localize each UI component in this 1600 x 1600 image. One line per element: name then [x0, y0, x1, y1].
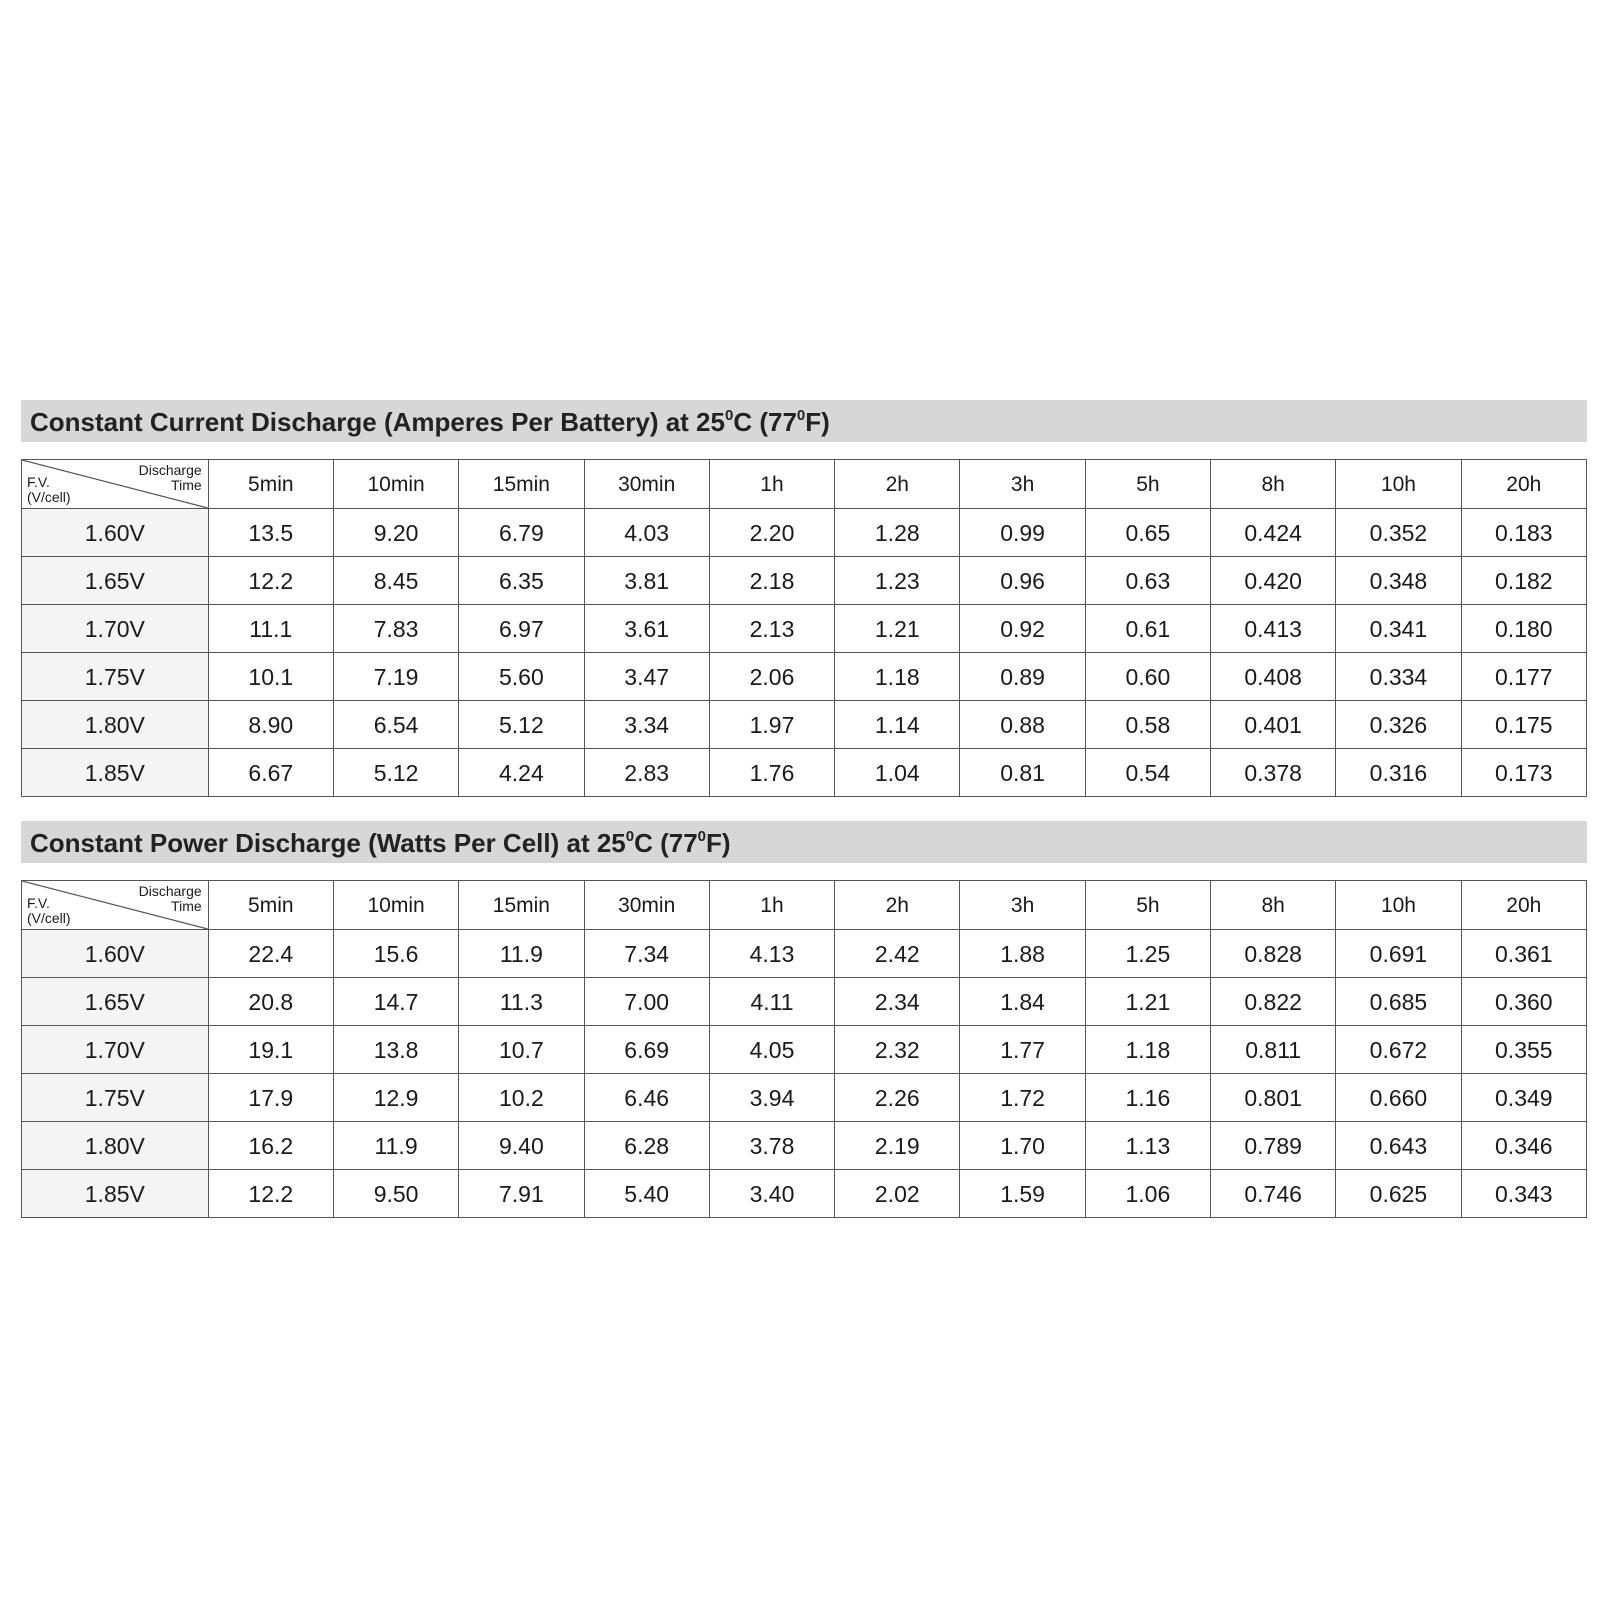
- final-voltage-cell: 1.80V: [22, 701, 209, 749]
- value-cell: 0.182: [1461, 557, 1586, 605]
- value-cell: 2.34: [835, 978, 960, 1026]
- value-cell: 2.32: [835, 1026, 960, 1074]
- value-cell: 0.180: [1461, 605, 1586, 653]
- corner-bottom-line1: F.V.: [27, 895, 50, 911]
- value-cell: 19.1: [208, 1026, 333, 1074]
- column-header: 15min: [459, 881, 584, 930]
- value-cell: 11.3: [459, 978, 584, 1026]
- value-cell: 11.9: [459, 930, 584, 978]
- value-cell: 4.03: [584, 509, 709, 557]
- value-cell: 0.420: [1211, 557, 1336, 605]
- value-cell: 5.60: [459, 653, 584, 701]
- value-cell: 6.67: [208, 749, 333, 797]
- value-cell: 9.40: [459, 1122, 584, 1170]
- value-cell: 14.7: [333, 978, 458, 1026]
- final-voltage-cell: 1.75V: [22, 1074, 209, 1122]
- table-title: [21, 400, 1587, 442]
- value-cell: 11.1: [208, 605, 333, 653]
- column-header: 2h: [835, 460, 960, 509]
- value-cell: 5.40: [584, 1170, 709, 1218]
- value-cell: 6.54: [333, 701, 458, 749]
- value-cell: 0.408: [1211, 653, 1336, 701]
- value-cell: 0.811: [1211, 1026, 1336, 1074]
- value-cell: 3.78: [709, 1122, 834, 1170]
- column-header: 1h: [709, 460, 834, 509]
- value-cell: 0.361: [1461, 930, 1586, 978]
- value-cell: 15.6: [333, 930, 458, 978]
- value-cell: 1.97: [709, 701, 834, 749]
- value-cell: 0.326: [1336, 701, 1461, 749]
- value-cell: 0.177: [1461, 653, 1586, 701]
- value-cell: 0.341: [1336, 605, 1461, 653]
- table-row: [22, 1074, 1587, 1122]
- value-cell: 1.84: [960, 978, 1085, 1026]
- corner-bottom-line2: (V/cell): [27, 489, 71, 505]
- corner-header-cell: [22, 460, 209, 509]
- corner-top-line2: Time: [171, 477, 202, 493]
- final-voltage-cell: 1.60V: [22, 930, 209, 978]
- value-cell: 2.42: [835, 930, 960, 978]
- value-cell: 3.34: [584, 701, 709, 749]
- value-cell: 0.348: [1336, 557, 1461, 605]
- value-cell: 6.97: [459, 605, 584, 653]
- table-row: [22, 605, 1587, 653]
- corner-top-line1: Discharge: [138, 883, 202, 899]
- value-cell: 2.18: [709, 557, 834, 605]
- value-cell: 0.92: [960, 605, 1085, 653]
- title-text: Constant Power Discharge (Watts Per Cell) at 25: [30, 828, 626, 858]
- value-cell: 0.643: [1336, 1122, 1461, 1170]
- value-cell: 0.822: [1211, 978, 1336, 1026]
- value-cell: 0.316: [1336, 749, 1461, 797]
- value-cell: 9.20: [333, 509, 458, 557]
- value-cell: 6.69: [584, 1026, 709, 1074]
- final-voltage-cell: 1.65V: [22, 978, 209, 1026]
- final-voltage-cell: 1.85V: [22, 1170, 209, 1218]
- value-cell: 0.360: [1461, 978, 1586, 1026]
- value-cell: 0.61: [1085, 605, 1210, 653]
- discharge-time-label: [139, 463, 202, 493]
- final-voltage-cell: 1.70V: [22, 1026, 209, 1074]
- column-header: 10min: [333, 460, 458, 509]
- value-cell: 8.45: [333, 557, 458, 605]
- value-cell: 3.61: [584, 605, 709, 653]
- value-cell: 5.12: [459, 701, 584, 749]
- current-discharge-section: [21, 400, 1587, 797]
- value-cell: 0.685: [1336, 978, 1461, 1026]
- value-cell: 7.19: [333, 653, 458, 701]
- value-cell: 0.625: [1336, 1170, 1461, 1218]
- value-cell: 0.789: [1211, 1122, 1336, 1170]
- value-cell: 6.35: [459, 557, 584, 605]
- corner-bottom-line2: (V/cell): [27, 910, 71, 926]
- value-cell: 3.47: [584, 653, 709, 701]
- corner-header-cell: [22, 881, 209, 930]
- title-degree-superscript: 0: [796, 407, 806, 424]
- value-cell: 20.8: [208, 978, 333, 1026]
- value-cell: 2.06: [709, 653, 834, 701]
- title-text-mid: C (77: [634, 828, 698, 858]
- table-row: [22, 1170, 1587, 1218]
- value-cell: 0.801: [1211, 1074, 1336, 1122]
- value-cell: 0.346: [1461, 1122, 1586, 1170]
- value-cell: 0.60: [1085, 653, 1210, 701]
- value-cell: 0.65: [1085, 509, 1210, 557]
- value-cell: 4.13: [709, 930, 834, 978]
- value-cell: 2.02: [835, 1170, 960, 1218]
- value-cell: 0.334: [1336, 653, 1461, 701]
- value-cell: 0.89: [960, 653, 1085, 701]
- value-cell: 12.2: [208, 1170, 333, 1218]
- table-row: [22, 653, 1587, 701]
- value-cell: 0.88: [960, 701, 1085, 749]
- value-cell: 1.04: [835, 749, 960, 797]
- value-cell: 9.50: [333, 1170, 458, 1218]
- value-cell: 7.91: [459, 1170, 584, 1218]
- value-cell: 0.672: [1336, 1026, 1461, 1074]
- value-cell: 6.79: [459, 509, 584, 557]
- column-header: 8h: [1211, 881, 1336, 930]
- value-cell: 0.660: [1336, 1074, 1461, 1122]
- column-header: 5min: [208, 460, 333, 509]
- value-cell: 2.26: [835, 1074, 960, 1122]
- title-text-mid: C (77: [733, 407, 797, 437]
- value-cell: 1.59: [960, 1170, 1085, 1218]
- value-cell: 1.21: [1085, 978, 1210, 1026]
- corner-bottom-line1: F.V.: [27, 474, 50, 490]
- discharge-time-label: [139, 884, 202, 914]
- final-voltage-cell: 1.65V: [22, 557, 209, 605]
- value-cell: 0.99: [960, 509, 1085, 557]
- value-cell: 12.9: [333, 1074, 458, 1122]
- value-cell: 10.7: [459, 1026, 584, 1074]
- value-cell: 2.83: [584, 749, 709, 797]
- value-cell: 0.54: [1085, 749, 1210, 797]
- corner-top-line1: Discharge: [138, 462, 202, 478]
- value-cell: 0.355: [1461, 1026, 1586, 1074]
- value-cell: 0.58: [1085, 701, 1210, 749]
- value-cell: 11.9: [333, 1122, 458, 1170]
- value-cell: 1.18: [1085, 1026, 1210, 1074]
- value-cell: 0.63: [1085, 557, 1210, 605]
- title-degree-superscript: 0: [625, 828, 635, 845]
- value-cell: 1.28: [835, 509, 960, 557]
- value-cell: 7.34: [584, 930, 709, 978]
- value-cell: 3.94: [709, 1074, 834, 1122]
- value-cell: 10.1: [208, 653, 333, 701]
- value-cell: 0.828: [1211, 930, 1336, 978]
- value-cell: 0.413: [1211, 605, 1336, 653]
- value-cell: 7.83: [333, 605, 458, 653]
- value-cell: 3.81: [584, 557, 709, 605]
- value-cell: 13.5: [208, 509, 333, 557]
- value-cell: 4.24: [459, 749, 584, 797]
- value-cell: 0.183: [1461, 509, 1586, 557]
- value-cell: 0.81: [960, 749, 1085, 797]
- value-cell: 0.691: [1336, 930, 1461, 978]
- final-voltage-label: [27, 896, 71, 926]
- title-text-end: F): [706, 828, 731, 858]
- value-cell: 10.2: [459, 1074, 584, 1122]
- final-voltage-cell: 1.70V: [22, 605, 209, 653]
- discharge-table: [21, 459, 1587, 797]
- value-cell: 1.72: [960, 1074, 1085, 1122]
- title-degree-superscript: 0: [697, 828, 707, 845]
- value-cell: 4.11: [709, 978, 834, 1026]
- title-text-end: F): [805, 407, 830, 437]
- value-cell: 1.76: [709, 749, 834, 797]
- header-row: [22, 460, 1587, 509]
- value-cell: 0.175: [1461, 701, 1586, 749]
- column-header: 5h: [1085, 460, 1210, 509]
- value-cell: 1.88: [960, 930, 1085, 978]
- header-row: [22, 881, 1587, 930]
- title-text: Constant Current Discharge (Amperes Per Battery) at 25: [30, 407, 725, 437]
- value-cell: 8.90: [208, 701, 333, 749]
- value-cell: 4.05: [709, 1026, 834, 1074]
- value-cell: 1.70: [960, 1122, 1085, 1170]
- discharge-table: [21, 880, 1587, 1218]
- value-cell: 1.25: [1085, 930, 1210, 978]
- value-cell: 3.40: [709, 1170, 834, 1218]
- table-row: [22, 557, 1587, 605]
- value-cell: 1.13: [1085, 1122, 1210, 1170]
- corner-top-line2: Time: [171, 898, 202, 914]
- value-cell: 2.19: [835, 1122, 960, 1170]
- value-cell: 0.173: [1461, 749, 1586, 797]
- final-voltage-cell: 1.60V: [22, 509, 209, 557]
- column-header: 10h: [1336, 881, 1461, 930]
- power-discharge-section: [21, 821, 1587, 1218]
- value-cell: 0.424: [1211, 509, 1336, 557]
- value-cell: 2.20: [709, 509, 834, 557]
- value-cell: 0.352: [1336, 509, 1461, 557]
- value-cell: 1.06: [1085, 1170, 1210, 1218]
- value-cell: 0.746: [1211, 1170, 1336, 1218]
- table-row: [22, 1026, 1587, 1074]
- value-cell: 6.28: [584, 1122, 709, 1170]
- value-cell: 1.16: [1085, 1074, 1210, 1122]
- table-title: [21, 821, 1587, 863]
- value-cell: 5.12: [333, 749, 458, 797]
- title-degree-superscript: 0: [724, 407, 734, 424]
- column-header: 10h: [1336, 460, 1461, 509]
- column-header: 2h: [835, 881, 960, 930]
- column-header: 30min: [584, 460, 709, 509]
- value-cell: 16.2: [208, 1122, 333, 1170]
- column-header: 5h: [1085, 881, 1210, 930]
- value-cell: 1.77: [960, 1026, 1085, 1074]
- column-header: 1h: [709, 881, 834, 930]
- value-cell: 6.46: [584, 1074, 709, 1122]
- table-row: [22, 1122, 1587, 1170]
- value-cell: 22.4: [208, 930, 333, 978]
- value-cell: 0.349: [1461, 1074, 1586, 1122]
- column-header: 3h: [960, 881, 1085, 930]
- table-row: [22, 509, 1587, 557]
- final-voltage-cell: 1.75V: [22, 653, 209, 701]
- value-cell: 1.18: [835, 653, 960, 701]
- value-cell: 2.13: [709, 605, 834, 653]
- value-cell: 1.23: [835, 557, 960, 605]
- column-header: 30min: [584, 881, 709, 930]
- value-cell: 0.378: [1211, 749, 1336, 797]
- value-cell: 0.343: [1461, 1170, 1586, 1218]
- column-header: 8h: [1211, 460, 1336, 509]
- table-row: [22, 749, 1587, 797]
- value-cell: 1.21: [835, 605, 960, 653]
- final-voltage-cell: 1.80V: [22, 1122, 209, 1170]
- column-header: 15min: [459, 460, 584, 509]
- value-cell: 1.14: [835, 701, 960, 749]
- column-header: 20h: [1461, 881, 1586, 930]
- table-row: [22, 930, 1587, 978]
- table-row: [22, 701, 1587, 749]
- column-header: 10min: [333, 881, 458, 930]
- column-header: 5min: [208, 881, 333, 930]
- table-row: [22, 978, 1587, 1026]
- value-cell: 0.96: [960, 557, 1085, 605]
- column-header: 20h: [1461, 460, 1586, 509]
- final-voltage-cell: 1.85V: [22, 749, 209, 797]
- final-voltage-label: [27, 475, 71, 505]
- column-header: 3h: [960, 460, 1085, 509]
- value-cell: 17.9: [208, 1074, 333, 1122]
- value-cell: 7.00: [584, 978, 709, 1026]
- value-cell: 13.8: [333, 1026, 458, 1074]
- value-cell: 12.2: [208, 557, 333, 605]
- value-cell: 0.401: [1211, 701, 1336, 749]
